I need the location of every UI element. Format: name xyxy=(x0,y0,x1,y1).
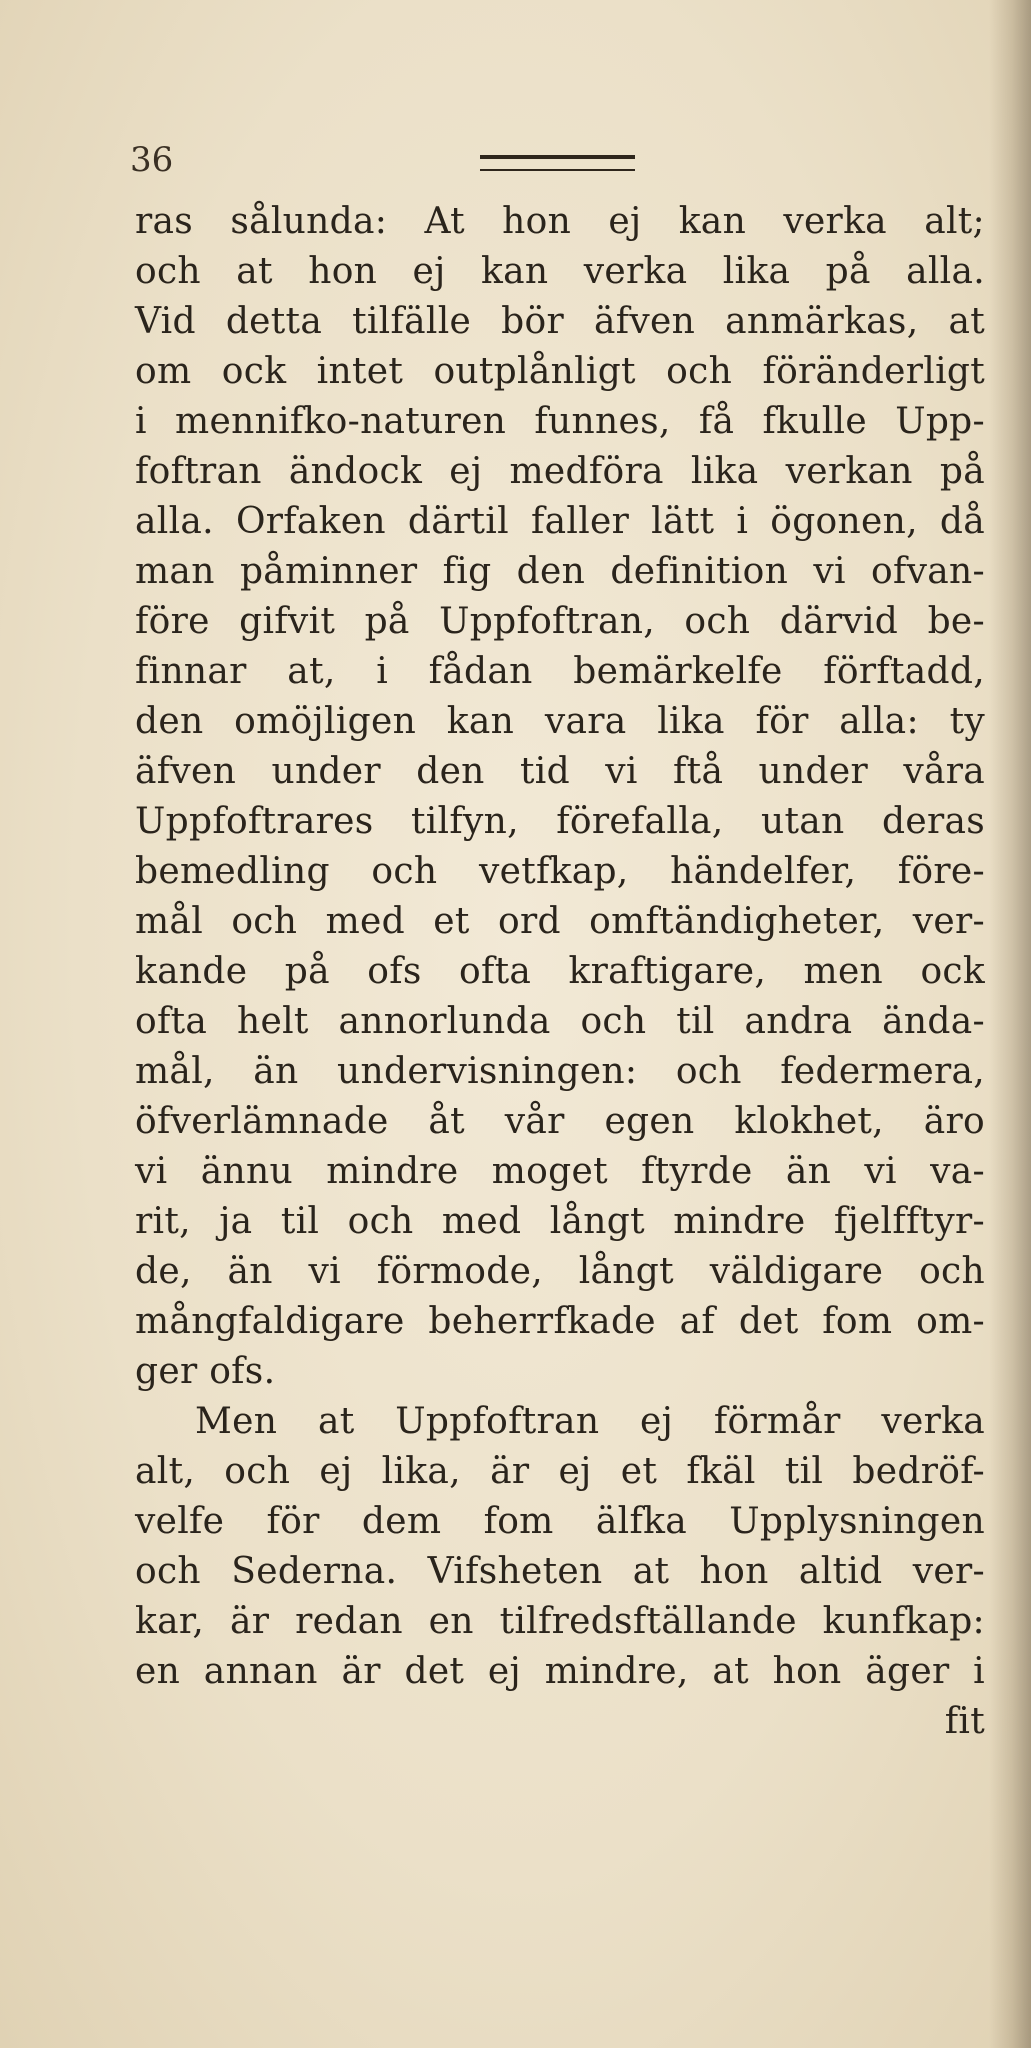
catchword: fit xyxy=(944,1701,985,1742)
text-line: finnar at, i fådan bemärkelfe förftadd, xyxy=(135,651,985,692)
text-line: kande på ofs ofta kraftigare, men ock xyxy=(135,951,985,992)
text-line: äfven under den tid vi ftå under våra xyxy=(135,751,985,792)
text-line: ger ofs. xyxy=(135,1351,276,1392)
text-line: foftran ändock ej medföra lika verkan på xyxy=(135,451,985,492)
text-line: om ock intet outplånligt och föränderligt xyxy=(135,351,985,392)
text-line: före gifvit på Uppfoftran, och därvid be- xyxy=(135,601,985,642)
text-line: man påminner fig den definition vi ofvan- xyxy=(135,551,985,592)
text-line: ofta helt annorlunda och til andra ända- xyxy=(135,1001,985,1042)
text-line: vi ännu mindre moget ftyrde än vi va- xyxy=(135,1151,985,1192)
text-line: Men at Uppfoftran ej förmår verka xyxy=(195,1401,985,1442)
text-line: mål, än undervisningen: och federmera, xyxy=(135,1051,985,1092)
text-line: i mennifko-naturen funnes, få fkulle Upp- xyxy=(135,401,985,442)
text-line: och at hon ej kan verka lika på alla. xyxy=(135,251,985,292)
text-line: rit, ja til och med långt mindre fjelfftyr- xyxy=(135,1201,985,1242)
page-number: 36 xyxy=(130,140,174,180)
text-line: Uppfoftrares tilfyn, förefalla, utan deras xyxy=(135,801,985,842)
text-line: mångfaldigare beherrfkade af det fom om- xyxy=(135,1301,985,1342)
text-line: en annan är det ej mindre, at hon äger i xyxy=(135,1651,985,1692)
text-line: de, än vi förmode, långt väldigare och xyxy=(135,1251,985,1292)
text-line: mål och med et ord omftändigheter, ver- xyxy=(135,901,985,942)
text-line: öfverlämnade åt vår egen klokhet, äro xyxy=(135,1101,985,1142)
text-line: och Sederna. Vifsheten at hon altid ver- xyxy=(135,1551,985,1592)
text-line: Vid detta tilfälle bör äfven anmärkas, at xyxy=(135,301,985,342)
text-line: velfe för dem fom älfka Upplysningen xyxy=(135,1501,985,1542)
text-line: alla. Orfaken därtil faller lätt i ögonen, då xyxy=(135,501,985,542)
header-ornament-rule xyxy=(480,155,635,171)
text-line: ras sålunda: At hon ej kan verka alt; xyxy=(135,201,985,242)
page-edge-shadow xyxy=(989,0,1031,2048)
text-line: den omöjligen kan vara lika för alla: ty xyxy=(135,701,985,742)
text-line: alt, och ej lika, är ej et fkäl til bedröf- xyxy=(135,1451,985,1492)
text-line: kar, är redan en tilfredsftällande kunfkap: xyxy=(135,1601,985,1642)
text-line: bemedling och vetfkap, händelfer, före- xyxy=(135,851,985,892)
